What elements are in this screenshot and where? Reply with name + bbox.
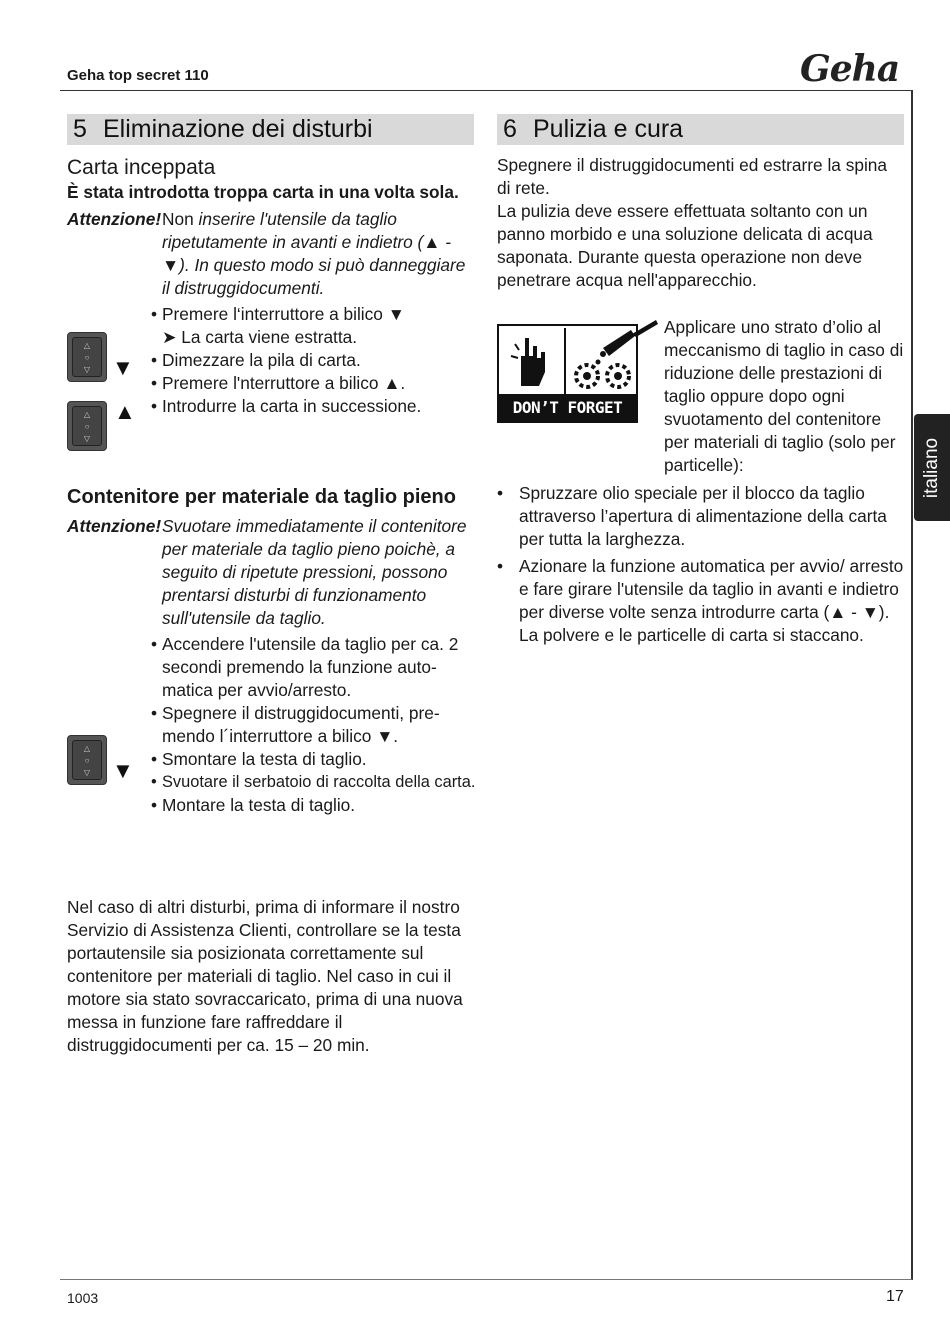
section-6-title: Pulizia e cura [533, 115, 684, 143]
contenitore-steps [67, 633, 477, 817]
attention-text-plain: Non [162, 209, 199, 229]
list-item: • Premere l'nterruttore a bilico ▲. [151, 373, 406, 393]
attention-text-italic: inserire l'utensile da taglio ripetutamente in avanti e indietro (▲ - ▼). In questo modo si può danneggiare il distruggidocumenti. [162, 209, 466, 298]
carta-inceppata-heading: Carta inceppata [67, 156, 216, 179]
contenitore-attention-text: Svuotare immediatamente il contenitore per materiale da taglio pieno poichè, a seguito di ripetute pressioni, possono prentarsi disturbi di funzionamento sull'utensile da taglio. [162, 516, 467, 628]
closing-paragraph: Nel caso di altri disturbi, prima di informare il nostro Servizio di Assistenza Clienti, controllare se la testa portautensile sia posizionata correttamente sul contenitore per materiali di taglio. Nel caso in cui il motore sia stato sovraccaricato, prima di una nuova messa in funzione fare raffreddare il distruggidocumenti per ca. 15 – 20 min. [67, 897, 463, 1055]
dont-forget-label: DON’T FORGET [499, 394, 636, 421]
contenitore-heading: Contenitore per materiale da taglio pieno [67, 486, 456, 508]
rocker-switch-icon: △ ○ ▽ [67, 332, 107, 382]
list-item: • Spruzzare olio speciale per il blocco da taglio attraverso l’apertura di alimentazione della carta per tutta la larghezza. [497, 483, 887, 549]
oil-steps [497, 482, 907, 647]
list-item: • Montare la testa di taglio. [151, 795, 356, 815]
triangle-up-icon: ▲ [114, 399, 136, 424]
page-number: 17 [886, 1288, 904, 1305]
footer-code: 1003 [67, 1290, 99, 1306]
carta-inceppata-attention [67, 208, 477, 300]
section-6-bullets [497, 482, 907, 647]
rocker-switch-icon: △ ○ ▽ [67, 401, 107, 451]
rocker-switch-icon: △ ○ ▽ [67, 735, 107, 785]
list-item: • Dimezzare la pila di carta. [151, 350, 361, 370]
list-item: • Premere l‘interruttore a bilico ▼ [151, 304, 405, 324]
list-item: • Spegnere il distruggidocumenti, premendo l´interruttore a bilico ▼. [151, 703, 440, 746]
dont-forget-pictogram [497, 324, 638, 423]
oil-hand-gears-icon [499, 326, 636, 396]
list-item: • Smontare la testa di taglio. [151, 749, 367, 769]
contenitore-attention [67, 515, 477, 630]
document-header-title: Geha top secret 110 [67, 67, 209, 84]
triangle-down-icon: ▼ [112, 355, 134, 380]
attention-label: Attenzione! [67, 209, 162, 229]
section-5-heading [67, 114, 474, 145]
section-6-para-2: La pulizia deve essere effettuata soltanto con un panno morbido e una soluzione delicata di acqua saponata. Durante questa operazione non deve penetrare acqua nell'apparecchio. [497, 201, 873, 290]
section-5-number: 5 [73, 115, 87, 143]
geha-logo: Geha [800, 48, 900, 90]
list-item: ➤ La carta viene estratta. [162, 327, 358, 347]
section-6 [497, 114, 904, 145]
list-item: • Accendere l'utensile da taglio per ca. 2 secondi premendo la funzione automatica per avvio/arresto. [151, 634, 459, 700]
section-6-para-1: Spegnere il distruggidocumenti ed estrarre la spina di rete. [497, 155, 888, 198]
language-tab [914, 414, 950, 521]
oil-can-icon [630, 318, 660, 338]
list-item: • Svuotare il serbatoio di raccolta della carta. [151, 773, 476, 791]
oil-instruction: Applicare uno strato d’olio al meccanismo di taglio in caso di riduzione delle prestazioni di taglio oppure dopo ogni svuotamento del contenitore per materiali di taglio (solo per particelle): [664, 317, 904, 475]
list-item: • Azionare la funzione automatica per avvio/ arresto e fare girare l'utensile da taglio in avanti e indietro per diverse volte senza introdurre carta (▲ - ▼). La polvere e le particelle di carta si staccano. [497, 556, 904, 645]
section-5-title: Eliminazione dei disturbi [103, 115, 373, 143]
section-6-number: 6 [503, 115, 517, 143]
carta-inceppata-subheading: È stata introdotta troppa carta in una volta sola. [67, 182, 459, 202]
attention-label: Attenzione! [67, 516, 162, 536]
triangle-down-icon: ▼ [112, 758, 134, 783]
list-item: • Introdurre la carta in successione. [151, 396, 422, 416]
language-tab-label: italiano [921, 437, 942, 498]
section-5 [67, 114, 474, 145]
section-6-intro [497, 154, 897, 292]
section-6-heading [497, 114, 904, 145]
